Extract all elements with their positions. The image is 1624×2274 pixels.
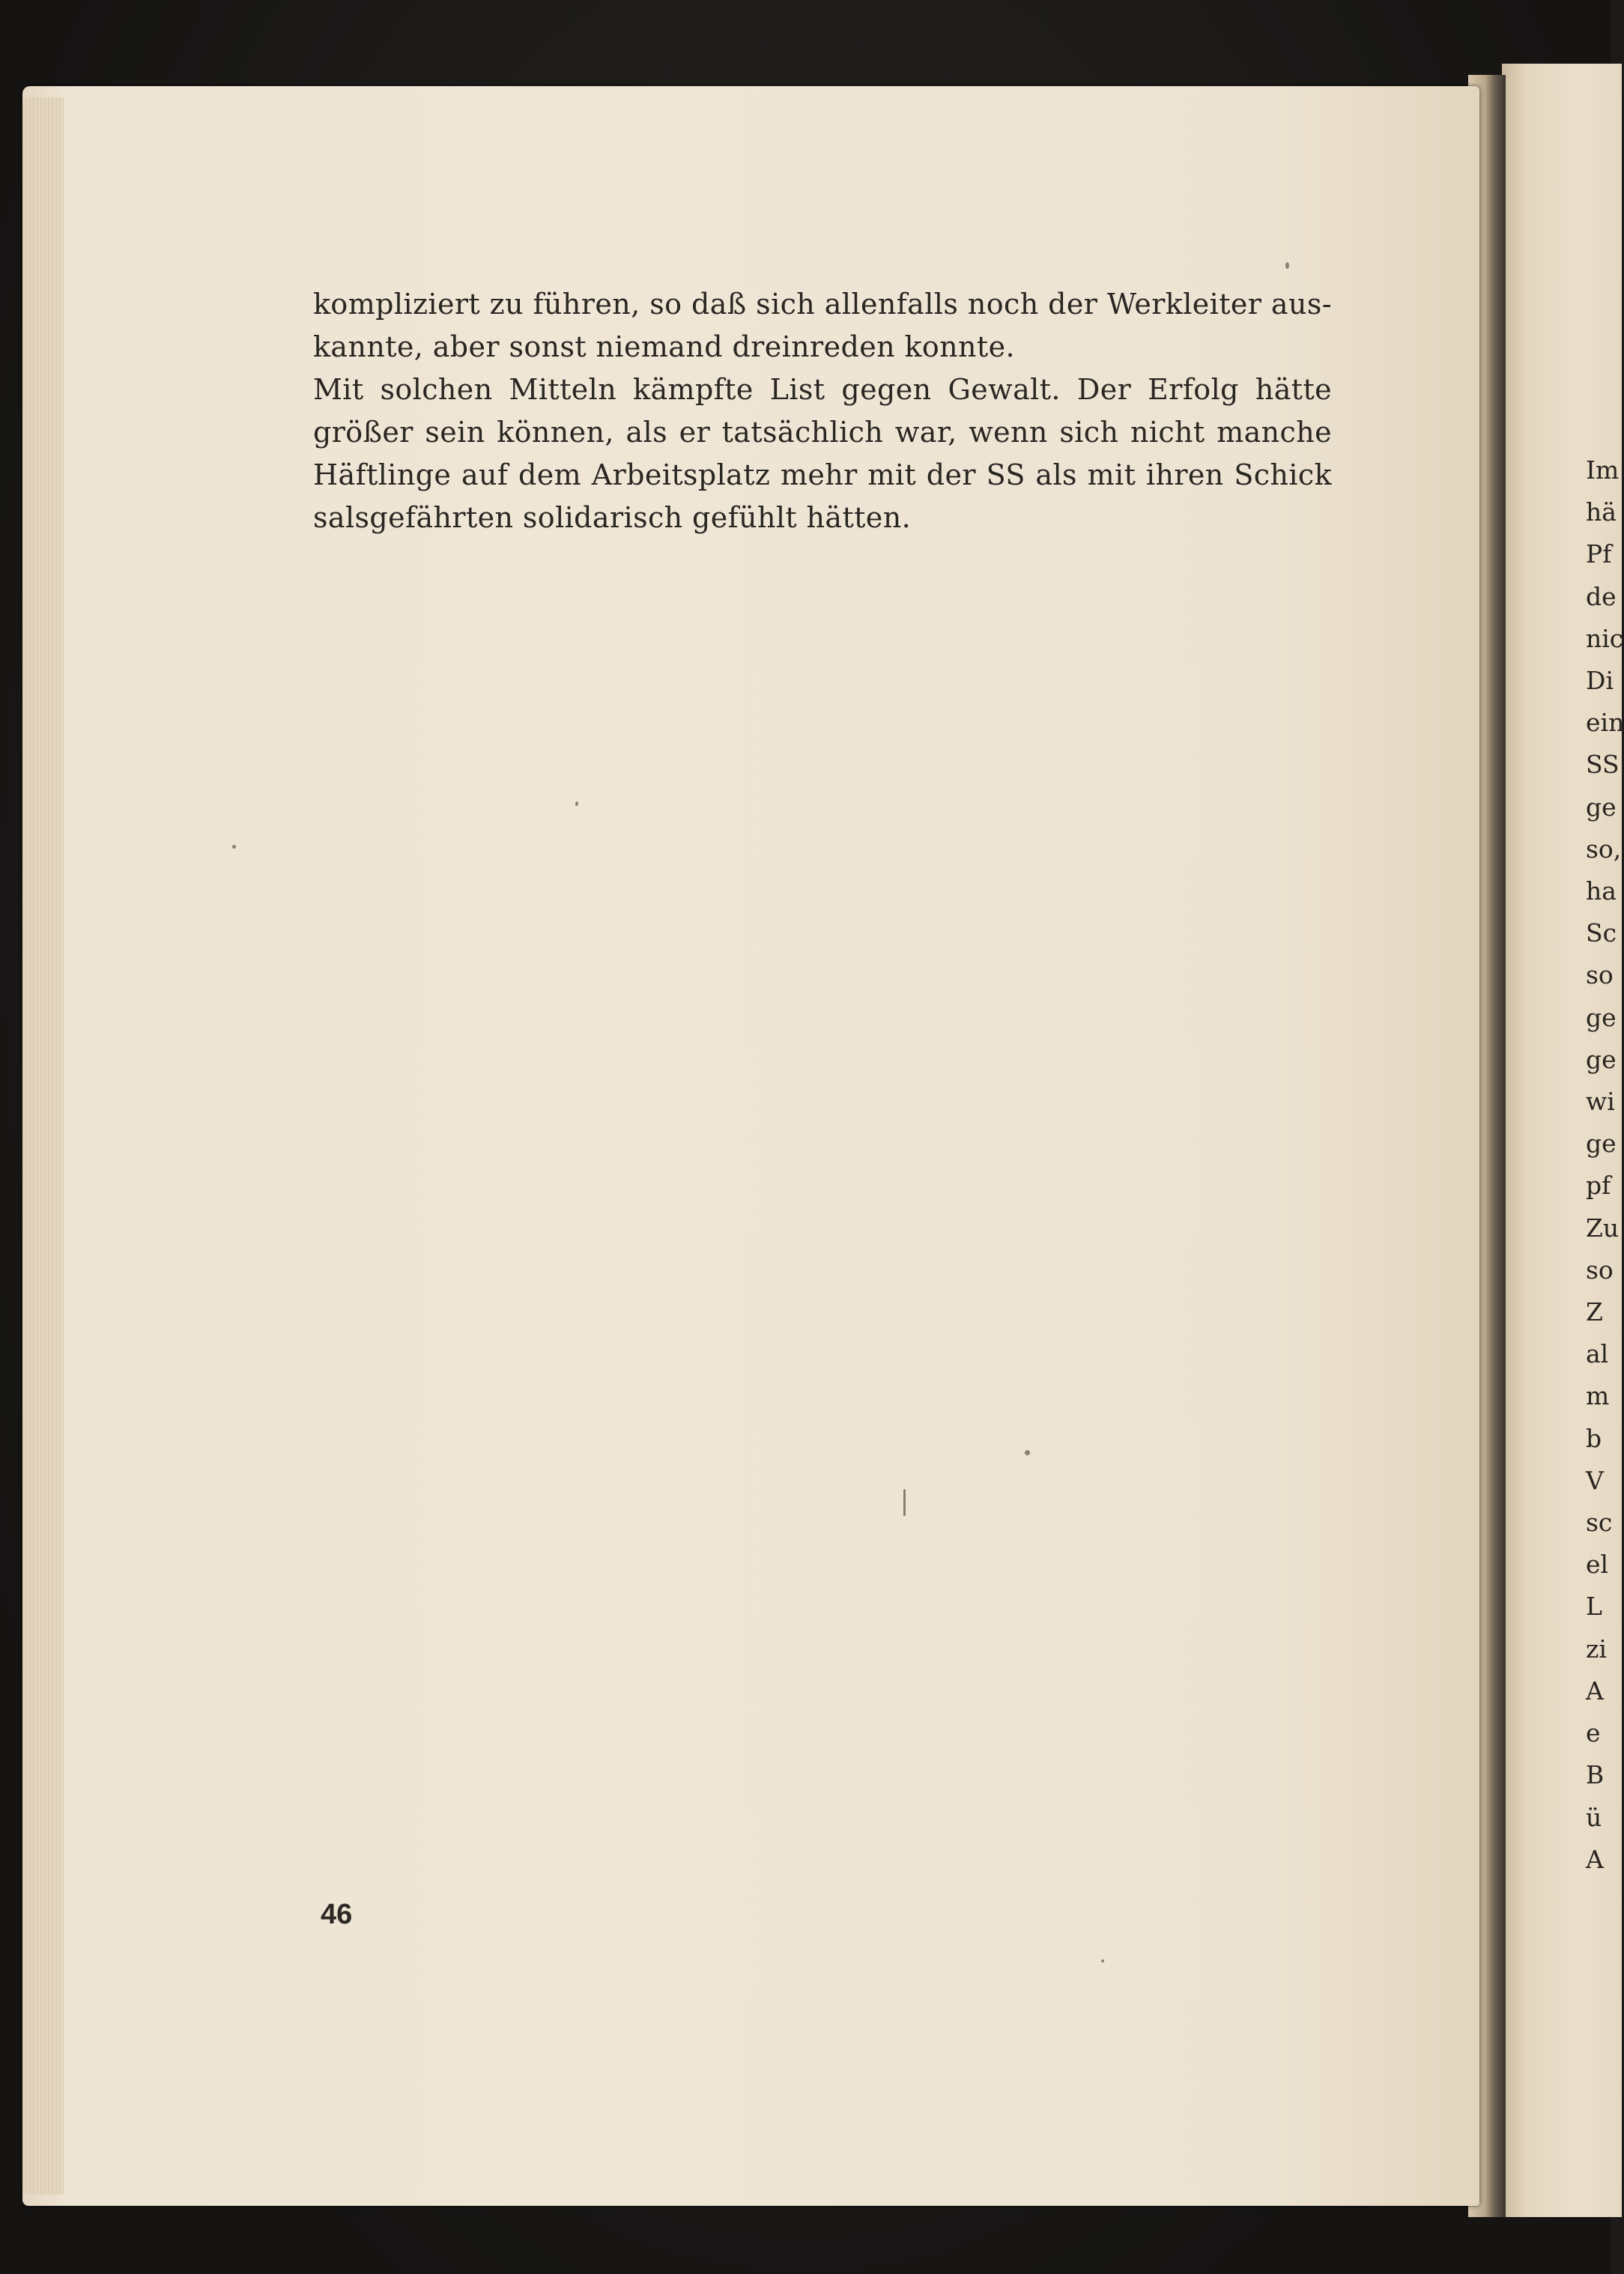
paper-speck [1025,1450,1030,1455]
right-page-fragment: B [1586,1760,1605,1790]
right-page-fragment: pf [1586,1171,1611,1201]
page-edges [22,97,64,2195]
right-page-fragment: el [1586,1550,1609,1580]
right-page-fragment: ge [1586,1129,1617,1159]
body-text [313,283,1332,539]
paper-speck [575,801,578,806]
text-line: Mit solchen Mitteln kämpfte List gegen Gewalt. Der Erfolg hätte [313,373,1332,406]
page-number: 46 [321,1899,353,1930]
right-page-fragment: L [1586,1592,1602,1622]
text-line: kannte, aber sonst niemand dreinreden konnte. [313,330,1015,363]
right-page-fragment: ü [1586,1802,1602,1832]
right-page-fragment: so [1586,960,1614,990]
right-page-fragment: zi [1586,1634,1607,1664]
right-page-fragment: Pf [1586,539,1612,569]
paper-speck [1285,262,1289,269]
right-page-fragment: Sc [1586,918,1617,948]
text-line: salsgefährten solidarisch gefühlt hätten. [313,501,912,534]
right-page-fragment: Zu [1586,1213,1620,1243]
text-line: Häftlinge auf dem Arbeitsplatz mehr mit der SS als mit ihren Schick [313,458,1332,491]
paper-speck [1101,1959,1104,1962]
right-page-fragment: ge [1586,1044,1617,1074]
right-page-fragment: so, [1586,834,1622,864]
right-page-fragment: V [1586,1465,1604,1495]
right-page-fragment: sc [1586,1508,1613,1538]
right-page-fragment: so [1586,1255,1614,1285]
text-line: kompliziert zu führen, so daß sich allenfalls noch der Werkleiter aus- [313,288,1332,321]
paper-speck [903,1489,906,1516]
right-page-fragment: SS [1586,750,1620,780]
paper-speck [232,845,236,849]
right-page-fragment: ha [1586,876,1617,906]
right-page-fragment: hä [1586,497,1617,527]
right-page-fragment: wi [1586,1087,1615,1117]
right-page-fragment: e [1586,1718,1601,1748]
right-page-fragment: Di [1586,666,1614,696]
right-page-fragment: al [1586,1339,1609,1369]
right-page-fragment: ein [1586,708,1624,738]
right-page-fragment: de [1586,581,1617,611]
right-page-fragment: Im [1586,455,1620,485]
right-page-fragment: m [1586,1381,1610,1411]
right-page-fragment: A [1586,1676,1604,1706]
right-page-text-fragments [1562,449,1624,1874]
right-page-fragment: ge [1586,1002,1617,1032]
text-line: größer sein können, als er tatsächlich war, wenn sich nicht manche [313,416,1332,449]
right-page-fragment: nic [1586,623,1624,653]
right-page-fragment: A [1586,1844,1604,1874]
right-page-fragment: Z [1586,1297,1603,1327]
right-page-fragment: ge [1586,792,1617,822]
right-page-fragment: b [1586,1423,1602,1453]
